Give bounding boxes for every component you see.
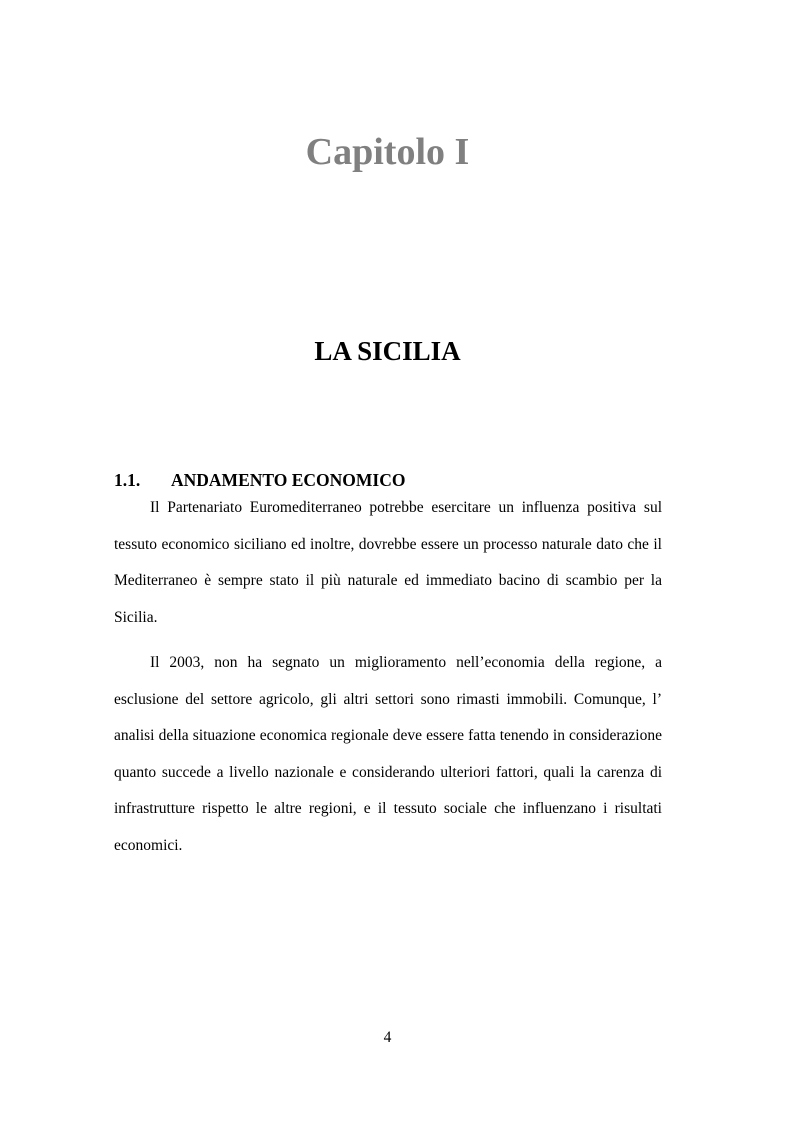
section-heading <box>114 469 405 491</box>
chapter-title: Capitolo I <box>305 131 470 173</box>
section-title: ANDAMENTO ECONOMICO <box>171 470 406 490</box>
chapter-subtitle: LA SICILIA <box>314 336 461 366</box>
paragraph-2: Il 2003, non ha segnato un miglioramento nell’economia della regione, a esclusione del settore agricolo, gli altri settori sono rimasti immobili. Comunque, l’ analisi della situazione economica regionale deve essere fatta tenendo in considerazione quanto succede a livello nazionale e considerando ulteriori fattori, quali la carenza di infrastrutture rispetto le altre regioni, e il tessuto sociale che influenzano i risultati economici. <box>114 654 662 854</box>
page-number: 4 <box>383 1029 392 1046</box>
paragraph-1: Il Partenariato Euromediterraneo potrebbe esercitare un influenza positiva sul tessuto economico siciliano ed inoltre, dovrebbe essere un processo naturale dato che il Mediterraneo è sempre stato il più naturale ed immediato bacino di scambio per la Sicilia. <box>114 499 662 626</box>
section-number: 1.1. <box>114 470 141 490</box>
